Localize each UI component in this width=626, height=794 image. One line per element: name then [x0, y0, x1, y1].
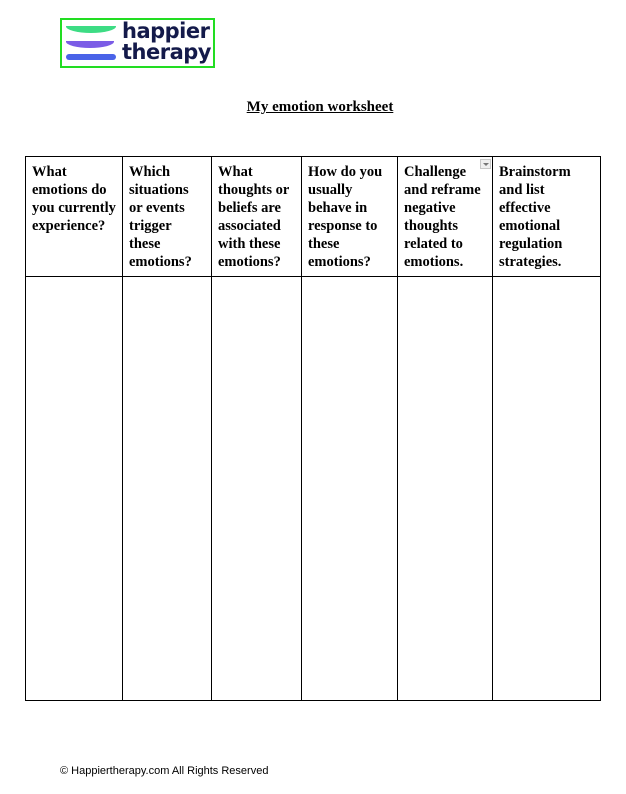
happier-therapy-logo [60, 18, 215, 68]
header-challenge-text: Challenge and reframe negative thoughts related to emotions. [404, 164, 481, 270]
page-title: My emotion worksheet [246, 99, 394, 115]
cell-strategies[interactable] [493, 277, 601, 701]
table-row [26, 277, 601, 701]
cell-behavior[interactable] [302, 277, 398, 701]
header-triggers: Which situations or events trigger these emotions? [123, 157, 212, 277]
header-emotions: What emotions do you currently experience? [26, 157, 123, 277]
header-behavior: How do you usually behave in response to these emotions? [302, 157, 398, 277]
logo-word-therapy: therapy [122, 40, 211, 64]
worksheet-table [25, 156, 601, 701]
header-row [26, 157, 601, 277]
cell-triggers[interactable] [123, 277, 212, 701]
logo-green-stripe-icon [66, 26, 116, 33]
dropdown-arrow-icon[interactable] [480, 159, 491, 169]
header-thoughts: What thoughts or beliefs are associated with these emotions? [212, 157, 302, 277]
cell-challenge[interactable] [398, 277, 493, 701]
header-strategies: Brainstorm and list effective emotional regulation strategies. [493, 157, 601, 277]
header-challenge [398, 157, 493, 277]
copyright-footer: © Happiertherapy.com All Rights Reserved [60, 765, 269, 777]
logo-blue-stripe-icon [66, 54, 116, 60]
cell-emotions[interactable] [26, 277, 123, 701]
logo-word-happier: happier [122, 19, 210, 43]
cell-thoughts[interactable] [212, 277, 302, 701]
logo-purple-stripe-icon [66, 41, 114, 48]
